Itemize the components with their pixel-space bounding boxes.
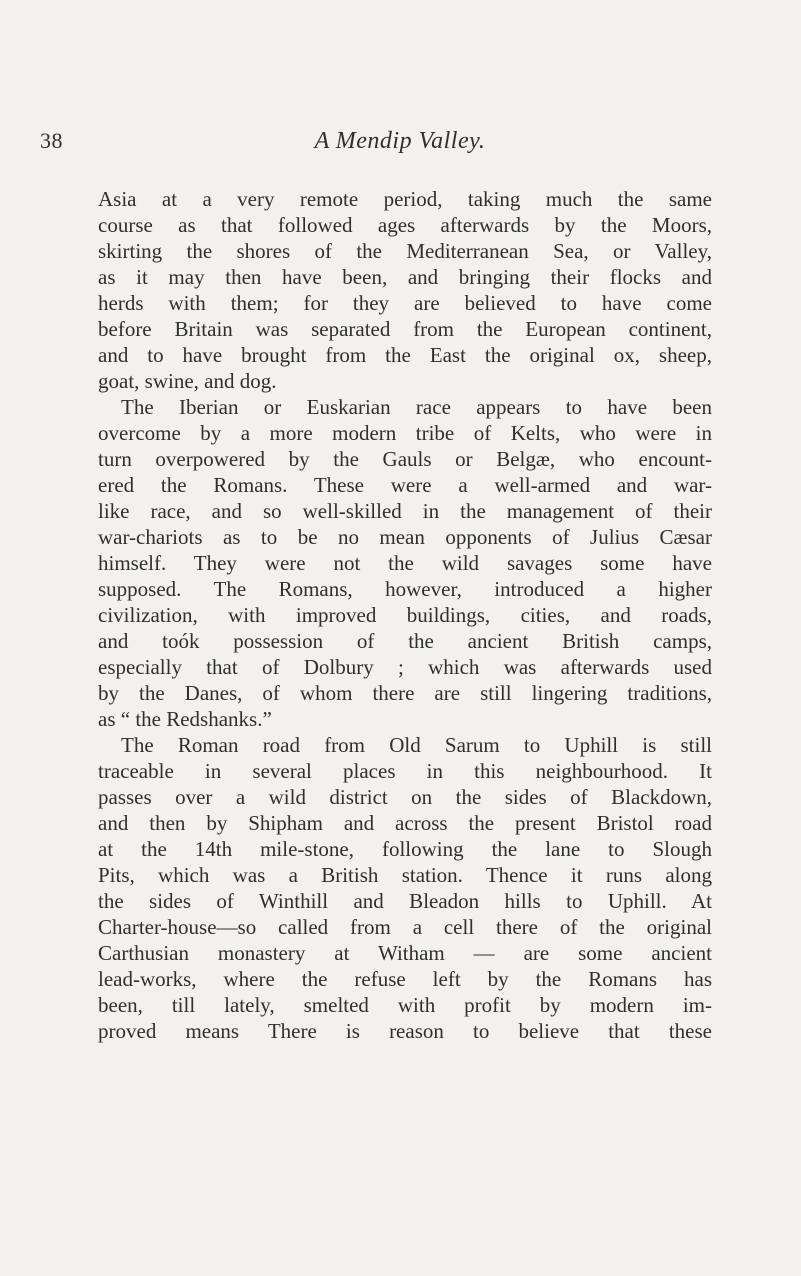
text-line: Asia at a very remote period, taking much the same xyxy=(98,187,712,211)
page-number: 38 xyxy=(40,128,63,153)
text-line: supposed. The Romans, however, introduced a higher xyxy=(98,577,712,601)
text-line: herds with them; for they are believed to have come xyxy=(98,291,712,315)
text-line: goat, swine, and dog. xyxy=(98,369,277,393)
text-line: at the 14th mile-stone, following the lane to Slough xyxy=(98,837,712,861)
text-line: Charter-house—so called from a cell there of the original xyxy=(98,915,712,939)
text-line: by the Danes, of whom there are still lingering traditions, xyxy=(98,681,712,705)
text-line: course as that followed ages afterwards by the Moors, xyxy=(98,213,712,237)
text-line: himself. They were not the wild savages some have xyxy=(98,551,712,575)
text-line: and toók possession of the ancient British camps, xyxy=(98,629,712,653)
text-line: Pits, which was a British station. Thence it runs along xyxy=(98,863,712,887)
text-line: The Iberian or Euskarian race appears to have been xyxy=(121,395,712,419)
text-line: the sides of Winthill and Bleadon hills to Uphill. At xyxy=(98,889,712,913)
running-title: A Mendip Valley. xyxy=(314,128,486,154)
text-line: ered the Romans. These were a well-armed and war- xyxy=(98,473,712,497)
text-line: traceable in several places in this neighbourhood. It xyxy=(98,759,712,783)
text-line: war-chariots as to be no mean opponents of Julius Cæsar xyxy=(98,525,712,549)
text-line: overcome by a more modern tribe of Kelts, who were in xyxy=(98,421,712,445)
text-line: especially that of Dolbury ; which was afterwards used xyxy=(98,655,712,679)
text-line: as it may then have been, and bringing their flocks and xyxy=(98,265,712,289)
running-head xyxy=(40,128,760,162)
text-line: Carthusian monastery at Witham — are some ancient xyxy=(98,941,712,965)
text-line: before Britain was separated from the European continent, xyxy=(98,317,712,341)
text-line: like race, and so well-skilled in the management of their xyxy=(98,499,712,523)
text-line: civilization, with improved buildings, cities, and roads, xyxy=(98,603,712,627)
text-line: and to have brought from the East the original ox, sheep, xyxy=(98,343,712,367)
text-line: The Roman road from Old Sarum to Uphill is still xyxy=(121,733,712,757)
text-line: skirting the shores of the Mediterranean Sea, or Valley, xyxy=(98,239,712,263)
body-text xyxy=(98,186,712,1044)
text-line: lead-works, where the refuse left by the Romans has xyxy=(98,967,712,991)
text-line: as “ the Redshanks.” xyxy=(98,707,272,731)
text-line: passes over a wild district on the sides of Blackdown, xyxy=(98,785,712,809)
text-line: and then by Shipham and across the present Bristol road xyxy=(98,811,712,835)
text-line: turn overpowered by the Gauls or Belgæ, who encount- xyxy=(98,447,712,471)
text-line: been, till lately, smelted with profit by modern im- xyxy=(98,993,712,1017)
text-line: proved means There is reason to believe that these xyxy=(98,1019,712,1043)
